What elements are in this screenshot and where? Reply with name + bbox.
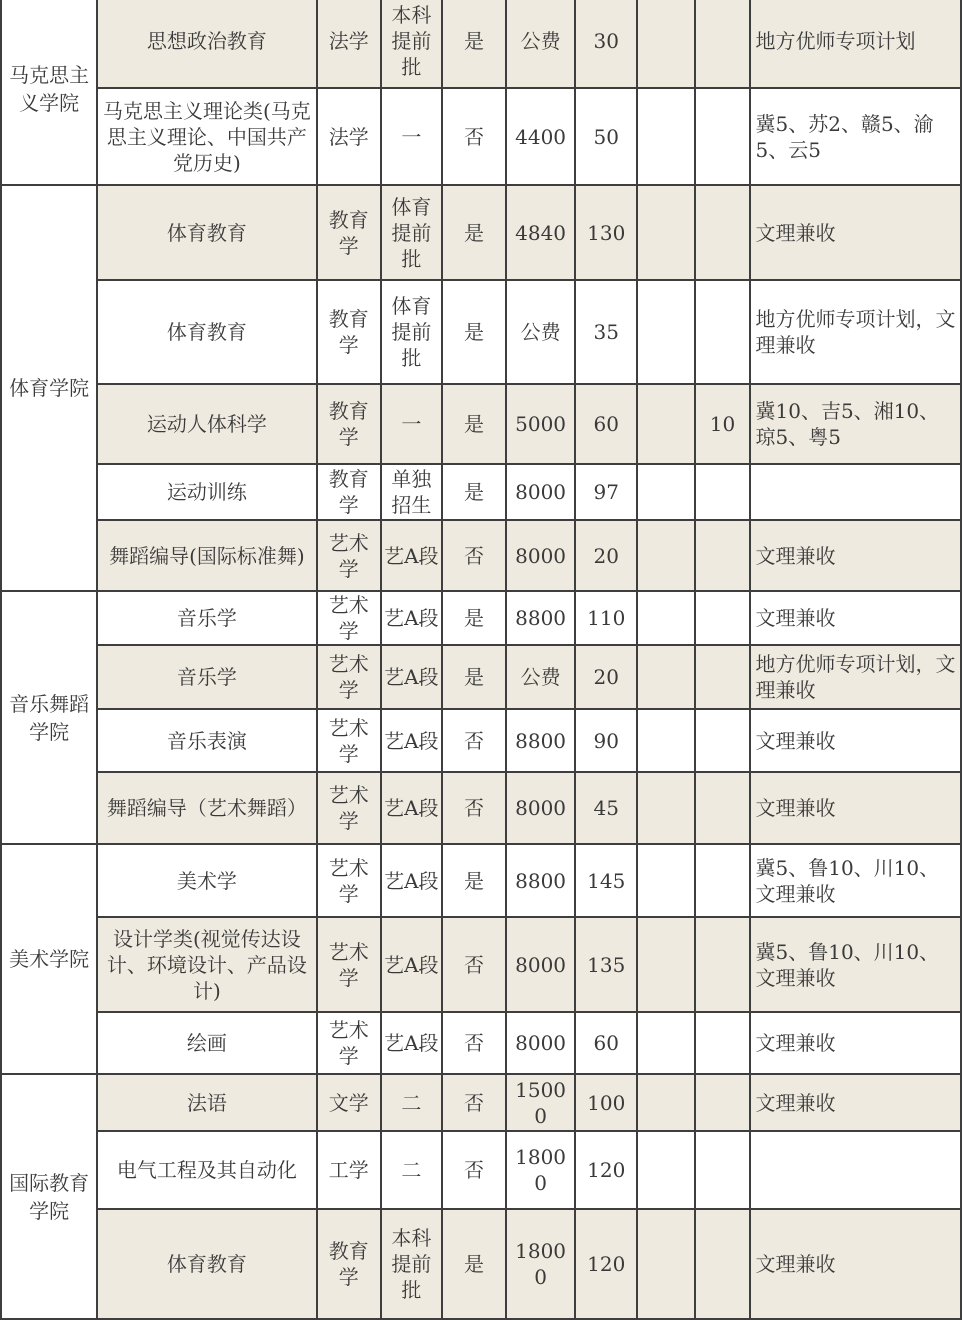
table-row <box>1 0 961 88</box>
single-cell: 是 <box>442 591 506 645</box>
batch-cell: 艺A段 <box>381 709 442 772</box>
note-cell: 地方优师专项计划 <box>750 0 962 88</box>
batch-cell: 艺A段 <box>381 645 442 709</box>
plan-cell: 120 <box>575 1209 637 1319</box>
fee-cell: 18000 <box>506 1131 575 1209</box>
extra-cell <box>637 709 695 772</box>
category-cell: 艺术学 <box>317 591 381 645</box>
fee-cell: 8000 <box>506 917 575 1012</box>
batch-cell: 二 <box>381 1131 442 1209</box>
single-cell: 否 <box>442 88 506 185</box>
plan-cell: 110 <box>575 591 637 645</box>
fee-cell: 4400 <box>506 88 575 185</box>
table-row <box>1 844 961 917</box>
extra-cell <box>637 1074 695 1131</box>
table-row <box>1 185 961 280</box>
major-cell: 运动人体科学 <box>97 384 316 464</box>
major-cell: 设计学类(视觉传达设计、环境设计、产品设计) <box>97 917 316 1012</box>
major-cell: 舞蹈编导(国际标准舞) <box>97 520 316 591</box>
batch-cell: 本科提前批 <box>381 1209 442 1319</box>
fee-cell: 5000 <box>506 384 575 464</box>
single-cell: 是 <box>442 844 506 917</box>
extra-cell <box>637 520 695 591</box>
extra-cell <box>637 384 695 464</box>
category-cell: 艺术学 <box>317 709 381 772</box>
note-cell: 冀5、鲁10、川10、文理兼收 <box>750 917 962 1012</box>
note-cell <box>750 464 962 520</box>
fee-cell: 公费 <box>506 0 575 88</box>
major-cell: 运动训练 <box>97 464 316 520</box>
extra-cell <box>695 88 749 185</box>
fee-cell: 8800 <box>506 591 575 645</box>
fee-cell: 8000 <box>506 772 575 844</box>
extra-cell <box>695 772 749 844</box>
table-row <box>1 709 961 772</box>
college-cell: 国际教育学院 <box>1 1074 97 1319</box>
batch-cell: 艺A段 <box>381 1012 442 1074</box>
batch-cell: 艺A段 <box>381 917 442 1012</box>
plan-cell: 30 <box>575 0 637 88</box>
extra-cell <box>695 844 749 917</box>
extra-cell <box>637 1209 695 1319</box>
plan-cell: 20 <box>575 645 637 709</box>
category-cell: 法学 <box>317 88 381 185</box>
table-row <box>1 384 961 464</box>
extra-cell <box>637 0 695 88</box>
category-cell: 艺术学 <box>317 917 381 1012</box>
extra-cell <box>695 645 749 709</box>
fee-cell: 15000 <box>506 1074 575 1131</box>
major-cell: 音乐学 <box>97 645 316 709</box>
plan-cell: 35 <box>575 280 637 384</box>
single-cell: 是 <box>442 0 506 88</box>
extra-cell <box>695 591 749 645</box>
fee-cell: 公费 <box>506 280 575 384</box>
table-row <box>1 1012 961 1074</box>
note-cell: 冀5、鲁10、川10、文理兼收 <box>750 844 962 917</box>
major-cell: 马克思主义理论类(马克思主义理论、中国共产党历史) <box>97 88 316 185</box>
batch-cell: 单独招生 <box>381 464 442 520</box>
plan-cell: 130 <box>575 185 637 280</box>
note-cell: 地方优师专项计划，文理兼收 <box>750 645 962 709</box>
major-cell: 体育教育 <box>97 280 316 384</box>
plan-cell: 100 <box>575 1074 637 1131</box>
plan-cell: 60 <box>575 1012 637 1074</box>
table-row <box>1 917 961 1012</box>
batch-cell: 艺A段 <box>381 591 442 645</box>
extra-cell <box>695 464 749 520</box>
major-cell: 音乐表演 <box>97 709 316 772</box>
extra-cell <box>695 917 749 1012</box>
table-row <box>1 1074 961 1131</box>
single-cell: 是 <box>442 464 506 520</box>
batch-cell: 一 <box>381 88 442 185</box>
table-row <box>1 280 961 384</box>
note-cell: 地方优师专项计划，文理兼收 <box>750 280 962 384</box>
category-cell: 文学 <box>317 1074 381 1131</box>
extra-cell <box>695 280 749 384</box>
table-row <box>1 1209 961 1319</box>
extra-cell <box>695 1209 749 1319</box>
major-cell: 美术学 <box>97 844 316 917</box>
category-cell: 艺术学 <box>317 520 381 591</box>
batch-cell: 艺A段 <box>381 844 442 917</box>
batch-cell: 本科提前批 <box>381 0 442 88</box>
major-cell: 绘画 <box>97 1012 316 1074</box>
extra-cell <box>695 185 749 280</box>
batch-cell: 体育提前批 <box>381 185 442 280</box>
single-cell: 否 <box>442 709 506 772</box>
college-cell: 马克思主义学院 <box>1 0 97 185</box>
category-cell: 艺术学 <box>317 844 381 917</box>
plan-cell: 60 <box>575 384 637 464</box>
extra-cell <box>637 88 695 185</box>
note-cell: 文理兼收 <box>750 591 962 645</box>
extra-cell <box>637 772 695 844</box>
extra-cell <box>695 1131 749 1209</box>
college-cell: 美术学院 <box>1 844 97 1074</box>
extra-cell <box>637 917 695 1012</box>
extra-cell <box>695 0 749 88</box>
note-cell: 文理兼收 <box>750 772 962 844</box>
note-cell: 文理兼收 <box>750 1074 962 1131</box>
table-row <box>1 772 961 844</box>
extra-cell <box>637 591 695 645</box>
note-cell: 文理兼收 <box>750 1012 962 1074</box>
plan-cell: 45 <box>575 772 637 844</box>
fee-cell: 8800 <box>506 709 575 772</box>
fee-cell: 8000 <box>506 1012 575 1074</box>
college-cell: 音乐舞蹈学院 <box>1 591 97 844</box>
table-row <box>1 1131 961 1209</box>
college-cell: 体育学院 <box>1 185 97 591</box>
category-cell: 教育学 <box>317 185 381 280</box>
category-cell: 艺术学 <box>317 1012 381 1074</box>
table-row <box>1 464 961 520</box>
extra-cell <box>637 185 695 280</box>
fee-cell: 公费 <box>506 645 575 709</box>
fee-cell: 4840 <box>506 185 575 280</box>
category-cell: 教育学 <box>317 384 381 464</box>
major-cell: 体育教育 <box>97 1209 316 1319</box>
category-cell: 教育学 <box>317 1209 381 1319</box>
major-cell: 思想政治教育 <box>97 0 316 88</box>
extra-cell <box>695 520 749 591</box>
fee-cell: 8000 <box>506 464 575 520</box>
table-row <box>1 520 961 591</box>
major-cell: 电气工程及其自动化 <box>97 1131 316 1209</box>
extra-cell <box>695 709 749 772</box>
fee-cell: 8800 <box>506 844 575 917</box>
extra-cell <box>695 1012 749 1074</box>
extra-cell: 10 <box>695 384 749 464</box>
plan-cell: 90 <box>575 709 637 772</box>
fee-cell: 18000 <box>506 1209 575 1319</box>
category-cell: 艺术学 <box>317 772 381 844</box>
extra-cell <box>637 464 695 520</box>
table-row <box>1 645 961 709</box>
extra-cell <box>695 1074 749 1131</box>
single-cell: 否 <box>442 1131 506 1209</box>
plan-cell: 50 <box>575 88 637 185</box>
single-cell: 否 <box>442 520 506 591</box>
category-cell: 法学 <box>317 0 381 88</box>
plan-cell: 135 <box>575 917 637 1012</box>
plan-cell: 120 <box>575 1131 637 1209</box>
batch-cell: 一 <box>381 384 442 464</box>
single-cell: 是 <box>442 280 506 384</box>
plan-cell: 145 <box>575 844 637 917</box>
note-cell: 文理兼收 <box>750 1209 962 1319</box>
table-row <box>1 591 961 645</box>
batch-cell: 艺A段 <box>381 772 442 844</box>
note-cell: 冀10、吉5、湘10、琼5、粤5 <box>750 384 962 464</box>
extra-cell <box>637 280 695 384</box>
major-cell: 音乐学 <box>97 591 316 645</box>
single-cell: 是 <box>442 384 506 464</box>
single-cell: 否 <box>442 1074 506 1131</box>
extra-cell <box>637 844 695 917</box>
single-cell: 是 <box>442 185 506 280</box>
single-cell: 否 <box>442 1012 506 1074</box>
extra-cell <box>637 645 695 709</box>
table-row <box>1 88 961 185</box>
extra-cell <box>637 1012 695 1074</box>
major-cell: 法语 <box>97 1074 316 1131</box>
single-cell: 否 <box>442 772 506 844</box>
single-cell: 是 <box>442 1209 506 1319</box>
category-cell: 教育学 <box>317 280 381 384</box>
batch-cell: 体育提前批 <box>381 280 442 384</box>
note-cell: 文理兼收 <box>750 709 962 772</box>
major-cell: 体育教育 <box>97 185 316 280</box>
plan-cell: 20 <box>575 520 637 591</box>
plan-cell: 97 <box>575 464 637 520</box>
note-cell <box>750 1131 962 1209</box>
category-cell: 工学 <box>317 1131 381 1209</box>
batch-cell: 艺A段 <box>381 520 442 591</box>
note-cell: 冀5、苏2、赣5、渝5、云5 <box>750 88 962 185</box>
batch-cell: 二 <box>381 1074 442 1131</box>
major-cell: 舞蹈编导（艺术舞蹈） <box>97 772 316 844</box>
extra-cell <box>637 1131 695 1209</box>
fee-cell: 8000 <box>506 520 575 591</box>
note-cell: 文理兼收 <box>750 185 962 280</box>
category-cell: 艺术学 <box>317 645 381 709</box>
single-cell: 否 <box>442 917 506 1012</box>
category-cell: 教育学 <box>317 464 381 520</box>
note-cell: 文理兼收 <box>750 520 962 591</box>
single-cell: 是 <box>442 645 506 709</box>
